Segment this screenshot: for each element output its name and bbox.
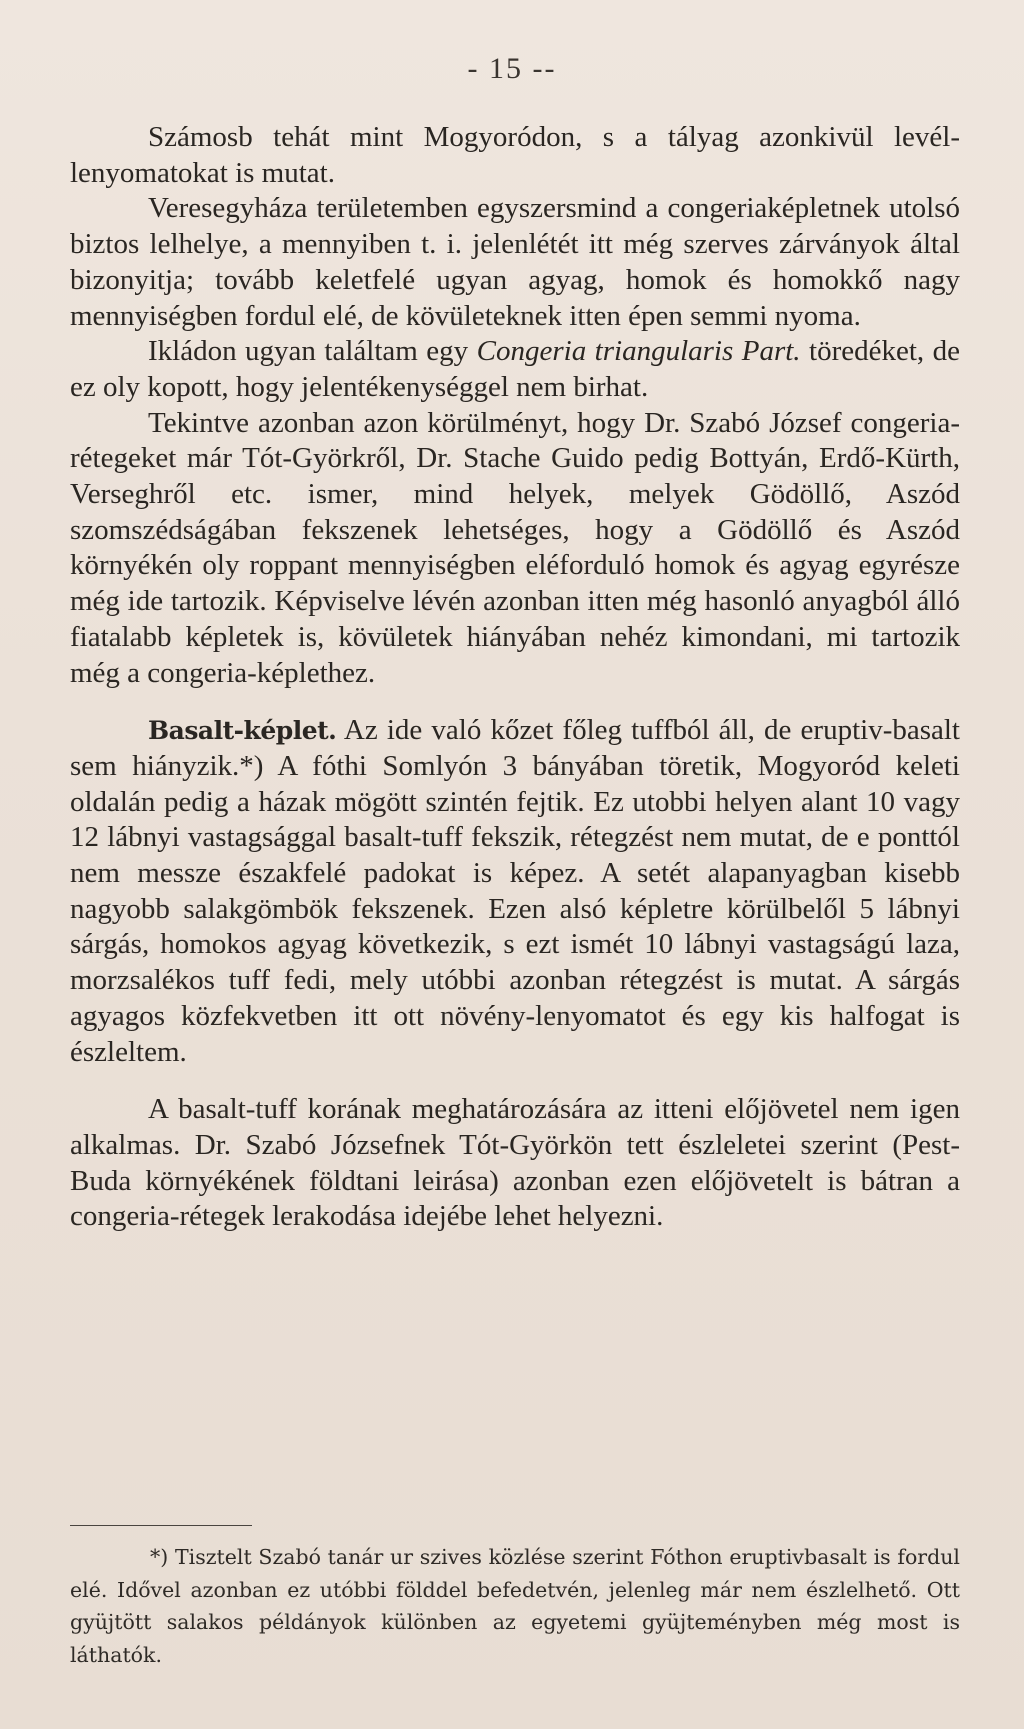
paragraph-6: A basalt-tuff korának meghatározására az itteni előjövetel nem igen alkalmas. Dr. Szabó Józsefnek Tót-Györkön tett észleletei szerint (Pest-Buda környékének földtani leirása) azonban ezen előjövetelt is bátran a congeria-rétegek lerakodása idejébe lehet helyezni. [70,1093,960,1233]
paragraph-4: Tekintve azonban azon körülményt, hogy Dr. Szabó József congeria-rétegeket már Tót-Györkről, Dr. Stache Guido pedig Bottyán, Erdő-Kürth, Verseghről etc. ismer, mind helyek, melyek Gödöllő, Aszód szomszédságában fekszenek lehetséges, hogy a Gödöllő és Aszód környékén oly roppant mennyiségben eléforduló homok és agyag egyrésze még ide tartozik. Képviselve lévén azonban itten még hasonló anyagból álló fiatalabb képletek is, kövületek hiányában nehéz kimondani, mi tartozik még a congeria-képlethez. [70,406,960,689]
paragraph-3-rest: töredéket, de ez oly kopott, hogy jelentékenységgel nem birhat. [70,335,961,403]
body-text [70,120,960,1235]
paragraph-2: Veresegyháza területemben egyszersmind a congeriaképletnek utolsó biztos lelhelye, a mennyiben t. i. jelenlétét itt még szerves zárványok által bizonyitja; tovább keletfelé ugyan agyag, homok és homokkő nagy mennyiségben fordul elé, de kövületeknek itten épen semmi nyoma. [70,192,960,332]
paragraph-5 [70,713,960,1070]
species-name: Congeria triangularis Part. [476,335,801,368]
section-heading-basalt: Basalt-képlet. [148,716,337,746]
paragraph-3-lead: Ikládon ugyan találtam egy [148,335,477,368]
page-number: - 15 -- [467,52,557,85]
paragraph-3 [70,334,960,405]
paragraph-1: Számosb tehát mint Mogyoródon, s a tályag azonkivül levél-lenyomatokat is mutat. [70,121,960,189]
footnote: *) Tisztelt Szabó tanár ur szives közlése szerint Fóthon eruptivbasalt is fordul elé. Idővel azonban ez utóbbi földdel befedetvén, jelenleg már nem észlelhető. Ott gyüjtött salakos példányok különben az egyetemi gyüjteményben még most is láthatók. [70,1545,960,1667]
footnote-divider [70,1525,252,1526]
paragraph-5-text: Az ide való kőzet főleg tuffból áll, de eruptiv-basalt sem hiányzik.*) A fóthi Somlyón 3 bányában töretik, Mogyoród keleti oldalán pedig a házak mögött szintén fejtik. Ez utobbi helyen alant 10 vagy 12 lábnyi vastagsággal basalt-tuff fekszik, rétegzést nem mutat, de e ponttól nem messze északfelé padokat is képez. A setét alapanyagban kisebb nagyobb salakgömbök fekszenek. Ezen alsó képletre körülbelől 5 lábnyi sárgás, homokos agyag következik, s ezt ismét 10 lábnyi vastagságú laza, morzsalékos tuff fedi, mely utóbbi azonban rétegzést is mutat. A sárgás agyagos közfekvetben itt ott növény-lenyomatot és egy kis halfogat is észleltem. [70,714,960,1068]
